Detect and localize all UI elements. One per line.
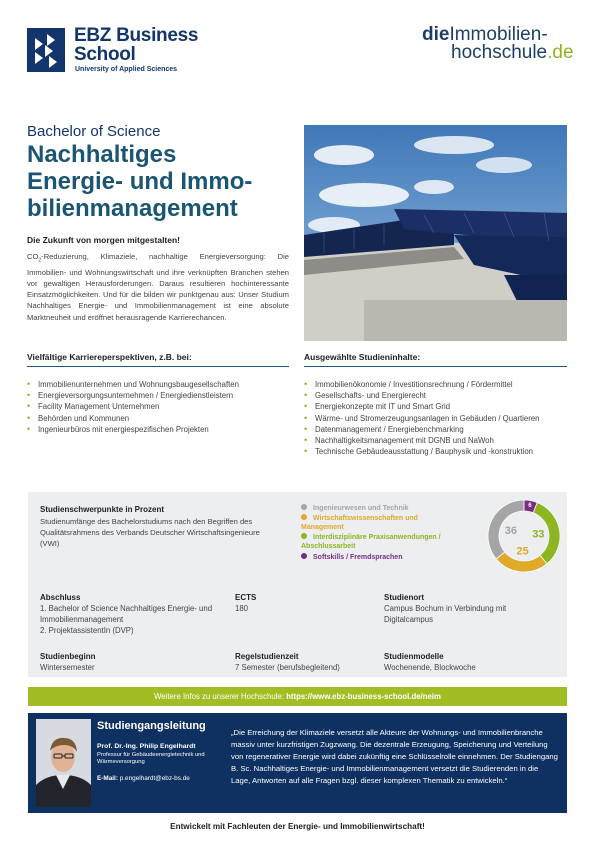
info-bar-link[interactable]: https://www.ebz-business-school.de/neim [286,692,441,701]
title-line: bilienmanagement [27,195,238,222]
info-bar-prefix: Weitere Infos zu unserer Hochschule: [154,692,287,701]
legend-item-practice [301,533,471,551]
tagline: Die Zukunft von morgen mitgestalten! [27,235,181,245]
studienmodelle-label: Studienmodelle [384,652,444,661]
donut-label-softskills: 6 [528,503,532,510]
focus-heading: Studienschwerpunkte in Prozent [40,505,165,514]
legend-dot-icon [301,504,307,510]
list-item: • Technische Gebäudeausstattung / Bauphysik und -konstruktion [304,446,567,457]
ects-value: 180 [235,604,249,613]
donut-label-engineering: 36 [504,524,518,537]
donut-label-practice: 33 [532,528,545,541]
page-title [27,141,297,222]
abschluss-line: 1. Bachelor of Science Nachhaltiges Energie- und Immobilienmanagement [40,604,213,625]
careers-heading: Vielfältige Karriereperspektiven, z.B. bei: [27,352,289,367]
immobilienhochschule-logo-line2 [451,43,574,63]
abschluss-line: 2. ProjektassistentIn (DVP) [40,626,134,636]
lead-heading: Studiengangsleitung [97,720,206,732]
lead-role: Professur für Gebäudeenergietechnik und Wärmeversorgung [97,752,205,765]
logo-immobilien: Immobilien- [449,24,548,45]
list-item: • Immobilienunternehmen und Wohnungsbaugesellschaften [27,379,289,390]
ebz-logo-subtitle: University of Applied Sciences [75,66,178,73]
legend-label: Wirtschaftswissenschaften und Management [301,515,418,531]
email-address[interactable]: p.engelhardt@ebz-bs.de [117,775,190,782]
intro-co: CO [27,252,39,261]
title-line: Energie- und Immo- [27,168,253,195]
list-item: • Gesellschafts- und Energierecht [304,390,567,401]
intro-subscript: 2 [38,257,42,264]
ebz-logo-text: EBZ Business [74,25,199,46]
focus-description: Studienumfänge des Bachelorstudiums nach den Begriffen des Qualitätsrahmens des Verbands Deutscher Wirtschaftsingenieure (VWI) [40,517,260,549]
lead-email [97,775,190,782]
lead-quote: „Die Erreichung der Klimaziele versetzt alle Akteure der Wohnungs- und Immobilienbranche massiv unter kurzfristigen Zugzwang. Die dezentrale Erzeugung, Speicherung und Verteilung von regenerativer Energie wird dabei zukünftig eine Schlüsselrolle einnehmen. Der Studiengang B. Sc. Nachhaltiges Energie- und Immobilienmanagement versetzt die Studierenden in die Lage, Antworten auf alle Fragen bzgl. dieser komplexen Thematik zu entwickeln.“ [231,728,558,785]
studienort-label: Studienort [384,593,424,602]
list-item: • Energieversorgungsunternehmen / Energiedienstleistern [27,390,289,401]
studienbeginn-label: Studienbeginn [40,652,96,661]
legend-dot-icon [301,514,307,520]
solar-panels-photo [304,125,567,341]
ects-label: ECTS [235,593,257,602]
logo-hochschule: hochschule [451,42,548,63]
list-item: • Datenmanagement / Energiebenchmarking [304,424,567,435]
regelstudienzeit-label: Regelstudienzeit [235,652,299,661]
studienbeginn-value: Wintersemester [40,663,95,672]
legend-label: Softskills / Fremdsprachen [313,554,403,561]
logo-die: die [422,24,450,45]
careers-list [27,379,289,435]
list-item: • Nachhaltigkeitsmanagement mit DGNB und NaWoh [304,435,567,446]
studienort-value: Campus Bochum in Verbindung mit Digitalcampus [384,604,507,625]
contents-list [304,379,567,457]
abschluss-value [40,603,215,637]
legend-label: Interdisziplinäre Praxisanwendungen / Abschlussarbeit [301,534,441,550]
lead-portrait-photo [36,719,91,807]
legend-dot-icon [301,533,307,539]
legend-item-economics [301,514,461,532]
intro-text [27,251,289,323]
ebz-logo-text-line2: School [74,44,136,65]
lead-name: Prof. Dr.-Ing. Philip Engelhardt [97,743,196,750]
list-item: • Immobilienökonomie / Investitionsrechnung / Fördermittel [304,379,567,390]
degree-label: Bachelor of Science [27,123,161,140]
donut-svg [486,498,562,574]
legend-label: Ingenieurwesen und Technik [313,505,409,512]
logo-tld: .de [547,42,574,63]
list-item: • Behörden und Kommunen [27,413,289,424]
list-item: • Ingenieurbüros mit energiespezifischen Projekten [27,424,289,435]
focus-donut-chart [486,498,562,574]
contents-heading: Ausgewählte Studieninhalte: [304,352,567,367]
info-bar [28,687,567,706]
legend-item-engineering [301,504,409,514]
email-label: E-Mail: [97,775,118,782]
ebz-logo-icon [27,28,65,72]
title-line: Nachhaltiges [27,141,177,168]
legend-dot-icon [301,553,307,559]
intro-body: -Reduzierung, Klimaziele, nachhaltige Energieversorgung: Die Immobilien- und Wohnungswirtschaft und ihre verknüpften Branchen stehen vor gewaltigen Herausforderungen. Daraus resultieren hochinteressante Einsatzmöglichkeiten. Und für die bilden wir punktgenau aus: Unser Studium Nachhaltiges Energie- und Immobilienmanagement ist eine absolute Marktneuheit und eröffnet herausragende Karrierechancen. [27,252,289,322]
footer-slogan: Entwickelt mit Fachleuten der Energie- und Immobilienwirtschaft! [170,822,425,831]
studienmodelle-value: Wochenende, Blockwoche [384,663,476,672]
list-item: • Wärme- und Stromerzeugungsanlagen in Gebäuden / Quartieren [304,413,567,424]
list-item: • Energiekonzepte mit IT und Smart Grid [304,401,567,412]
abschluss-label: Abschluss [40,593,81,602]
donut-label-economics: 25 [516,545,529,558]
list-item: • Facility Management Unternehmen [27,401,289,412]
legend-item-softskills [301,553,402,563]
regelstudienzeit-value: 7 Semester (berufsbegleitend) [235,663,340,672]
